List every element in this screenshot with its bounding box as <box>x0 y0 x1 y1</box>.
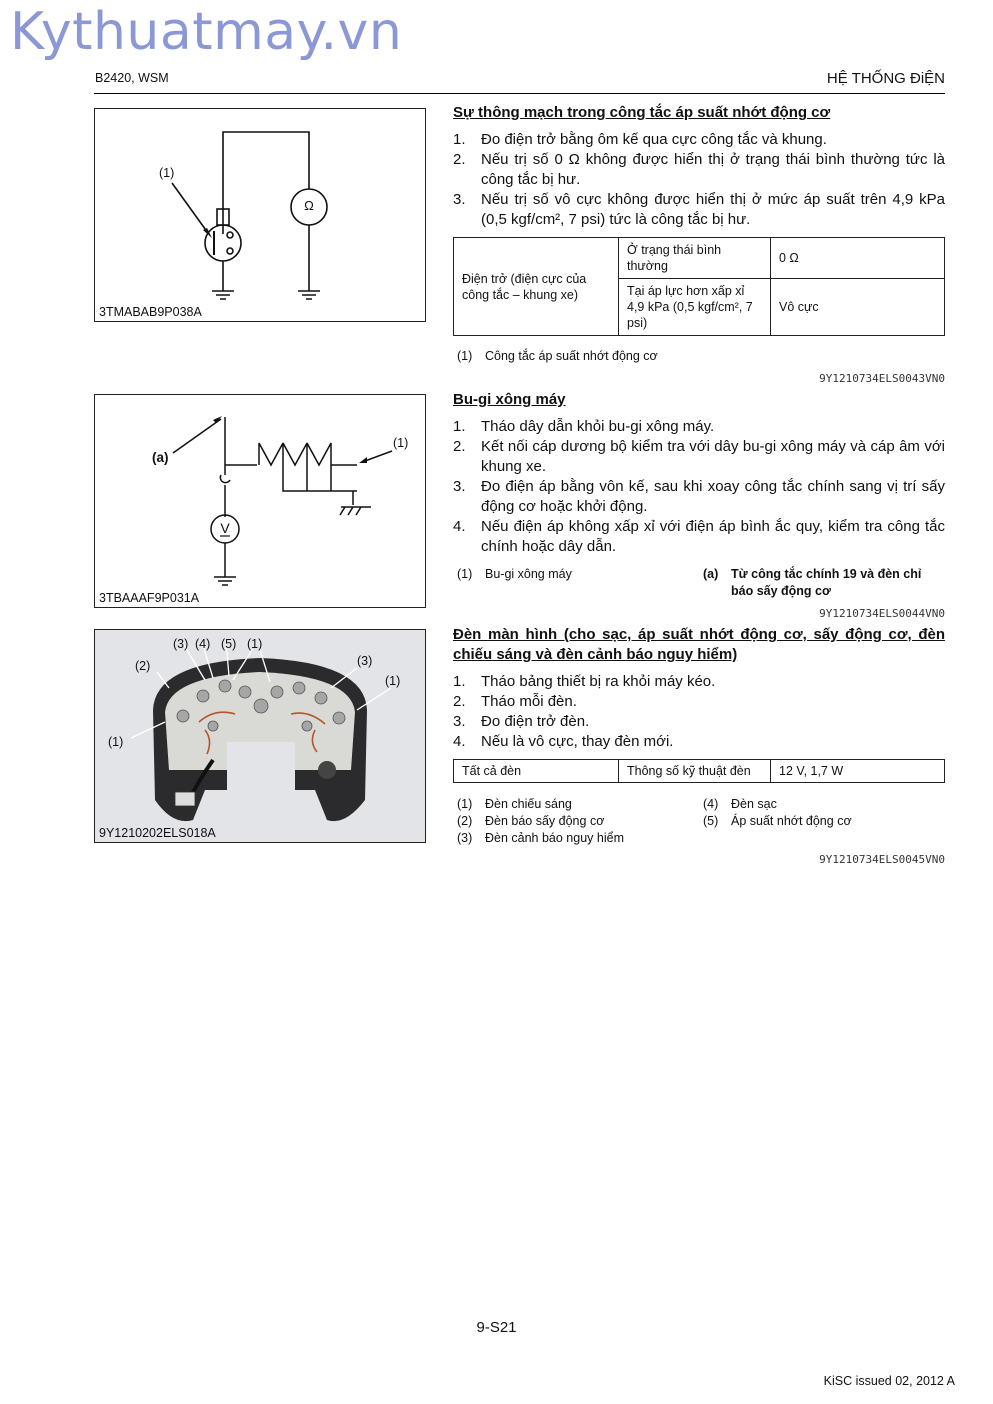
steps-glow-plug <box>453 417 945 557</box>
header-model: B2420, WSM <box>95 71 169 85</box>
step: 1. Đo điện trở bằng ôm kế qua cực công tắc và khung. <box>453 131 827 148</box>
table-cell: Thông số kỹ thuật đèn <box>619 760 771 783</box>
figure-instrument-panel-photo <box>94 629 426 843</box>
legend-item: (a) Từ công tắc chính 19 và đèn chỉ báo sấy động cơ <box>703 567 922 598</box>
reference-code: 9Y1210734ELS0043VN0 <box>819 372 945 385</box>
callout-4: (4) <box>195 637 211 651</box>
step: 3. Đo điện trở đèn. <box>453 713 590 730</box>
reference-code: 9Y1210734ELS0044VN0 <box>819 607 945 620</box>
callout-1: (1) <box>108 735 124 749</box>
legend-monitor-lamps <box>457 796 945 848</box>
callout-5: (5) <box>221 637 237 651</box>
callout-1: (1) <box>247 637 263 651</box>
step: 3. Nếu trị số vô cực không được hiển thị ở mức áp suất trên 4,9 kPa (0,5 kgf/cm², 7 psi) tức là công tắc bị hư. <box>453 191 945 228</box>
callout-3: (3) <box>357 654 373 668</box>
figure-code: 3TBAAAF9P031A <box>99 591 200 605</box>
page-number: 9-S21 <box>476 1319 517 1336</box>
voltmeter-symbol: V <box>220 520 230 536</box>
watermark: Kythuatmay.vn <box>10 2 403 62</box>
step: 2. Nếu trị số 0 Ω không được hiển thị ở trạng thái bình thường tức là công tắc bị hư. <box>453 151 945 188</box>
glow-plug-circuit-diagram <box>95 395 425 607</box>
table-cell-condition: Tại áp lực hơn xấp xỉ 4,9 kPa (0,5 kgf/cm², 7 psi) <box>619 278 771 335</box>
ohmmeter-symbol: Ω <box>304 198 314 213</box>
callout-1: (1) <box>159 166 175 180</box>
figure-code: 3TMABAB9P038A <box>99 305 202 319</box>
step: 2. Kết nối cáp dương bộ kiểm tra với dây bu-gi xông máy và cáp âm với khung xe. <box>453 438 945 475</box>
step: 4. Nếu là vô cực, thay đèn mới. <box>453 733 674 750</box>
callout-1: (1) <box>393 436 409 450</box>
steps-monitor-lamps <box>453 672 945 752</box>
section-title-monitor-lamps: Đèn màn hình (cho sạc, áp suất nhớt động cơ, sấy động cơ, đèn chiếu sáng và đèn cảnh báo nguy hiểm) <box>453 626 945 663</box>
legend-glow-plug <box>457 566 945 602</box>
callout-3: (3) <box>173 637 189 651</box>
legend-item: (1) Đèn chiếu sáng <box>457 797 572 811</box>
section-title-oil-switch: Sự thông mạch trong công tắc áp suất nhớt động cơ <box>453 104 831 121</box>
step: 2. Tháo mỗi đèn. <box>453 693 577 710</box>
table-row-header: Điện trở (điện cực của công tắc – khung xe) <box>454 238 619 336</box>
figure-code: 9Y1210202ELS018A <box>99 826 216 840</box>
legend-oil-switch <box>457 348 945 365</box>
legend-item: (5) Áp suất nhớt động cơ <box>703 814 852 828</box>
steps-oil-switch <box>453 130 945 230</box>
figure-glow-plug <box>94 394 426 608</box>
issue-footer: KiSC issued 02, 2012 A <box>823 1374 955 1388</box>
oil-switch-circuit-diagram <box>95 109 425 321</box>
legend-item: (3) Đèn cảnh báo nguy hiểm <box>457 831 624 845</box>
callout-1: (1) <box>385 674 401 688</box>
step: 3. Đo điện áp bằng vôn kế, sau khi xoay công tắc chính sang vị trí sấy động cơ hoặc khởi động. <box>453 478 945 515</box>
figure-oil-pressure-switch <box>94 108 426 322</box>
reference-code: 9Y1210734ELS0045VN0 <box>819 853 945 866</box>
legend-item: (1) Công tắc áp suất nhớt động cơ <box>457 349 658 363</box>
header-chapter: HỆ THỐNG ĐiỆN <box>826 70 945 87</box>
table-cell-value: Vô cực <box>771 278 945 335</box>
table-cell-value: 0 Ω <box>771 238 945 279</box>
legend-item: (1) Bu-gi xông máy <box>457 567 572 581</box>
callout-a: (a) <box>152 450 169 465</box>
legend-item: (4) Đèn sạc <box>703 797 777 811</box>
table-cell: Tất cả đèn <box>454 760 619 783</box>
resistance-spec-table <box>453 237 945 336</box>
step: 1. Tháo dây dẫn khỏi bu-gi xông máy. <box>453 418 715 435</box>
table-cell-condition: Ở trạng thái bình thường <box>619 238 771 279</box>
header-rule <box>94 93 945 94</box>
legend-item: (2) Đèn báo sấy động cơ <box>457 814 605 828</box>
lamp-spec-table <box>453 759 945 783</box>
table-cell: 12 V, 1,7 W <box>771 760 945 783</box>
callout-2: (2) <box>135 659 151 673</box>
step: 1. Tháo bảng thiết bị ra khỏi máy kéo. <box>453 673 716 690</box>
section-title-glow-plug: Bu-gi xông máy <box>453 391 566 408</box>
step: 4. Nếu điện áp không xấp xỉ với điện áp bình ắc quy, kiểm tra công tắc chính hoặc dây dẫn. <box>453 518 945 555</box>
